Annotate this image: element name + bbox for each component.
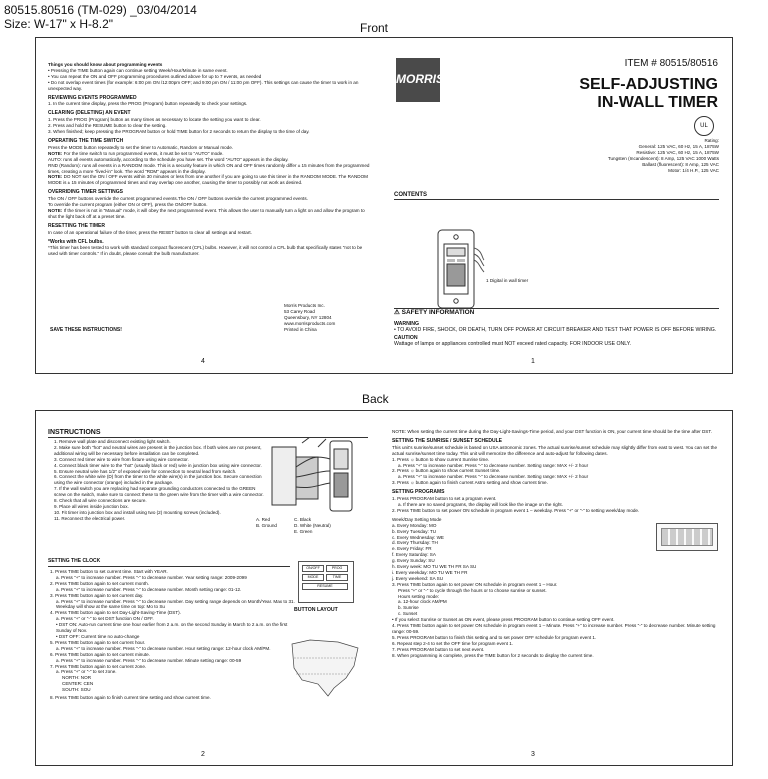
page-number: 1 [531, 358, 535, 365]
intro-item: • You can repeat the ON and OFF programming procedures outlined above for up to 7 events, as needed [48, 74, 370, 80]
button-layout-caption: BUTTON LAYOUT [294, 607, 338, 613]
clock-step: 2. Press TIME button again to set current month. [50, 580, 149, 586]
program-step: 2. Press TIME button to set power ON schedule in program event 1 – weekday. Press "+" or "-" to setting week/day mode. [392, 507, 640, 513]
clear-item: 3. When finished; keep pressing the PROGRAM button or hold TIME button for 2 seconds to return the display to the time of day. [48, 129, 310, 135]
legend-item: A. Red [256, 517, 271, 522]
install-step: 8. Check that all wire connections are secure. [54, 498, 147, 504]
us-zone-map [288, 636, 362, 698]
sunrise-step: a. Press "+" to increase number. Press "-" to decrease number. Setting range: MAX +/- 2 hour [398, 462, 589, 468]
note-text: If the timer is not in "Manual" mode, it will obey the next programmed event. This allows the user to manually turn a light on and allow the program to shut the light back off at a preset time. [48, 207, 365, 219]
rating-line: General: 125 VAC, 60 Hz, 15 A, 1875W [638, 143, 719, 149]
sunrise-step: 1. Press ☼ button to show current Sunrise time. [392, 456, 490, 462]
legend-item: E. Green [294, 528, 313, 534]
page-number: 3 [531, 751, 535, 758]
operate-title: OPERATING THE TIME SWITCH [48, 137, 124, 144]
install-step: 11. Reconnect the electrical power. [54, 515, 126, 521]
sunrise-intro: This unit's sunrise/sunset schedule is based on USA astronomic zones. The actual sunrise/sunset schedule may slightly differ from east to west. You can set the actual sunrise/sunset time today. This unit will memorize the difference and auto-adjust for following dates. [392, 444, 717, 456]
install-step: 10. Fit timer into junction box and install using two (2) mounting screws (included). [54, 509, 221, 515]
program-step: 7. Press PROGRAM button to set next event. [392, 646, 485, 652]
legend-col-b [294, 517, 331, 535]
program-step: 1. Press PROGRAM button to set a program event. [392, 496, 497, 502]
back-panel [35, 410, 733, 766]
clock-divider [48, 566, 290, 567]
ul-mark-icon: UL [694, 116, 714, 136]
program-step: 4. Press TIME button again to set power ON schedule in program event 1 – Minute. Press "+" to increase number. Press "-" to decrease number. Minute setting range: 00-59. [392, 623, 716, 634]
week-mode-item: e. Every Friday: FR [392, 546, 432, 552]
rating-line: Tungsten (Incandescent): 8 Amp, 125 VAC 1000 Watts [607, 155, 719, 161]
front-panel [35, 37, 733, 374]
legend-item: C. Black [294, 517, 312, 522]
clock-step: a. Press "+" to increase number. Press "-" to decrease number. Hour setting range: 12-hour clock AM/PM. [56, 645, 271, 651]
clock-step: a. Press "+" to increase number. Press "-" to decrease number. Year setting range: 2009-2099 [56, 574, 247, 580]
clock-step: a. Press "+" to increase number. Press "-" to decrease number. Month setting range: 01-12. [56, 586, 242, 592]
layout-mode-button: MODE [302, 574, 324, 581]
install-step: 1. Remove wall plate and disconnect existing light switch. [54, 439, 171, 444]
safety-header [394, 308, 474, 316]
reset-title: RESETTING THE TIMER [48, 222, 105, 229]
front-label: Front [360, 21, 389, 35]
product-title-1: SELF-ADJUSTING [579, 76, 718, 93]
layout-resume-button: RESUME [302, 583, 348, 590]
layout-time-button: TIME [326, 574, 348, 581]
sunrise-step: 2. Press ☼ button again to show current Sunset time. [392, 468, 501, 474]
morris-logo: MORRIS [396, 58, 440, 102]
wiring-diagram [266, 437, 368, 515]
address-line: Morris Products Inc. [284, 303, 325, 308]
clock-step: 6. Press TIME button again to set current minute. [50, 651, 151, 657]
instructions-title: INSTRUCTIONS [48, 429, 101, 436]
button-layout-figure [298, 561, 354, 603]
week-mode-item: b. Every Tuesday: TU [392, 528, 437, 534]
week-mode-item: j. Every weekend: SA SU [392, 575, 444, 581]
contents-item: 1 Digital in wall timer [486, 278, 529, 283]
clock-step: SOUTH: SOU [62, 687, 91, 693]
clock-step: • DST OFF: Current time no auto-change [56, 633, 140, 639]
program-step: • If you select Sunrise or Sunset as ON event, please press PROGRAM button to continue setting OFF event. [392, 617, 615, 623]
caution-label: CAUTION [394, 334, 418, 341]
review-title: REVIEWING EVENTS PROGRAMMED [48, 94, 137, 101]
cfl-title: *Works with CFL bulbs. [48, 238, 104, 245]
program-step: 3. Press TIME button again to set power ON schedule in program event 1 – Hour. [392, 581, 558, 587]
override-text: To override the current program (either ON or OFF), press the ON/OFF button. [48, 202, 208, 208]
doc-header [4, 3, 197, 31]
clock-step: 1. Press TIME button to set current time. Start with YEAR. [50, 569, 168, 574]
install-step: 7. If the wall switch you are replacing had separate grounding conductors connected to the GREEN screw on the switch, make sure to connect these to the green wire from the timer with a wire connector. [54, 486, 264, 498]
program-step: 8. When programming is complete, press the TIME button for 2 seconds to display the current time. [392, 652, 594, 658]
note-label: NOTE: [48, 150, 63, 156]
program-step: a. If there are no saved programs, the display will look like the image on the right. [398, 501, 563, 507]
install-step: 4. Connect black timer wire to the "hot" (usually black or red) wire in junction box using wire connector. [54, 462, 262, 468]
program-step: c. Sunset [398, 611, 418, 617]
safety-title: SAFETY INFORMATION [401, 309, 475, 316]
clock-step: • DST ON: Auto-run current time one hour earlier from 2 a.m. on the second Sunday in March to 2 a.m. on the first Sunday of Nov. [56, 622, 288, 634]
warning-text: • TO AVOID FIRE, SHOCK, OR DEATH, TURN OFF POWER AT CIRCUIT BREAKER AND TEST THAT POWER IS OFF BEFORE WIRING. [394, 326, 717, 333]
address-block [284, 303, 374, 333]
programs-title: SETTING PROGRAMS [392, 489, 445, 496]
clock-step: 7. Press TIME button again to set current zone. [50, 663, 147, 669]
rating-line: Motor: 1/4 H.P., 125 VAC [668, 167, 719, 173]
rating-line: Resistive: 125 VAC, 60 Hz, 15 A, 1875W [636, 149, 719, 155]
rating-line: Rating: [704, 138, 719, 143]
layout-prog-button: PROG [326, 565, 348, 572]
install-step: 2. Make sure both "hot" and neutral wires are present in the junction box. If both wires are not present, additional wiring will be necessary before installation can be completed. [54, 444, 262, 456]
safety-text [394, 322, 719, 348]
back-label: Back [362, 392, 389, 406]
layout-onoff-button: ON/OFF [302, 565, 324, 572]
install-steps [54, 439, 264, 522]
clock-step: 8. Press TIME button again to finish current time setting and show current time. [50, 695, 211, 701]
item-number: ITEM # 80515/80516 [624, 58, 718, 69]
review-text: 1. In the current time display, press the PROG (Program) button repeatedly to check your settings. [48, 101, 248, 107]
ratings-block [476, 138, 719, 173]
clock-step: a. Press "+" to increase number. Press "-" to decrease number. Day setting range depends on Month/Year. Max to 31. Weekday will show at the same time on top: Mo to Su [56, 598, 295, 610]
override-title: OVERRIDING TIMER SETTINGS [48, 189, 124, 196]
legend-item: B. Ground [256, 522, 277, 528]
sunrise-step: 3. Press ☼ button again to finish current Astro setting and show current time. [392, 480, 548, 486]
clear-title: CLEARING (DELETING) AN EVENT [48, 110, 131, 117]
legend-item: D. White (Neutral) [294, 522, 331, 528]
week-mode-item: i. Every weekday: MO TU WE TH FR [392, 569, 468, 575]
note-label: NOTE: [48, 207, 63, 213]
week-mode-title: Week/Day Setting Mode [392, 516, 442, 522]
address-line: Printed in China [284, 326, 317, 332]
warning-label: WARNING [394, 321, 420, 327]
rating-line: Ballast (fluorescent): 8 Amp, 125 VAC [642, 161, 719, 167]
page-number: 2 [201, 751, 205, 758]
clock-step: NORTH: NOR [62, 675, 92, 681]
clear-item: 1. Press the PROG (Program) button as many times as necessary to locate the setting you want to clear. [48, 117, 261, 123]
header-size: Size: W-17" x H-8.2" [4, 17, 113, 31]
contents-divider [394, 199, 719, 200]
override-text: The ON / OFF buttons override the current programmed events.The ON / OFF buttons override the current programmed events. [48, 196, 308, 202]
sunrise-step: a. Press "+" to increase number. Press "-" to decrease number. Setting range: MAX +/- 2 hour [398, 474, 589, 480]
legend-col-a [256, 517, 277, 529]
week-mode-item: f. Every Saturday: SA [392, 552, 436, 558]
address-line: 53 Carey Road [284, 308, 315, 314]
install-step: 6. Connect the white wire (D) from the timer to the white wire(s) in the junction box. Secure connection using the wire connector (orange) included in the package. [54, 474, 262, 486]
intro-title: Things you should know about programming events [48, 62, 163, 67]
random-text: RND (Random): runs all events in a RANDOM mode. This is a security feature in which ON and OFF times randomly differ ± 15 minutes from the programmed times, creating a more "lived-in" look. The word "RDM" appears in the display. [48, 162, 370, 174]
contents-title: CONTENTS [394, 192, 427, 198]
dst-note: NOTE: When setting the current time during the Day-Light-Savings-Time period, and your DST function is ON, your current time should be the time after DST. [392, 429, 712, 434]
program-step: 6. Repeat step 2-4 to set the OFF time for program event 1. [392, 640, 514, 646]
warning-triangle-icon: ⚠ [394, 309, 400, 316]
lcd-segments [661, 528, 713, 546]
timer-illustration [426, 228, 486, 310]
clock-step: 5. Press TIME button again to set current hour. [50, 639, 146, 645]
clock-step: a. Press "+" to increase number. Press "-" to decrease number. Minute setting range: 00-59 [56, 657, 242, 663]
note-text: DO NOT set the ON / OFF events within 30 minutes or less from one another if you are going to use this timer in the RANDOM MODE. The RANDOM MODE is ± 15 minutes of programmed times and may overlap one another, causing the timer to possibly not work as desired. [48, 174, 368, 186]
install-step: 5. Ensure neutral wire has 1/2" of exposed wire for connection to neutral lead from switch. [54, 468, 237, 474]
install-step: 9. Place all wires inside junction box. [54, 503, 129, 509]
intro-list [48, 68, 370, 92]
address-line: Queensbury, NY 12804 [284, 314, 332, 320]
week-mode-item: a. Every Monday: MO [392, 522, 437, 528]
week-mode-item: c. Every Wednesday: WE [392, 534, 444, 540]
clock-step: a. Press "+" or "-" to set DST function ON / OFF. [56, 616, 154, 622]
address-line: www.morrisproducts.com [284, 320, 336, 326]
program-step: 5. Press PROGRAM button to finish this setting and to set power OFF schedule for program event 1. [392, 634, 597, 640]
program-step: a. 12-hour clock AM/PM [398, 599, 447, 605]
program-step: b. Sunrise [398, 605, 419, 611]
clock-step: 3. Press TIME button again to set current day. [50, 592, 144, 598]
page-number: 4 [201, 358, 205, 365]
week-mode-item: h. Every week: MO TU WE TH FR SA SU [392, 564, 477, 570]
install-step: 3. Connect red timer wire to wire from fixture using wire connector. [54, 456, 189, 462]
program-step: Hours setting mode: [398, 593, 440, 599]
save-instructions: SAVE THESE INSTRUCTIONS! [50, 327, 122, 333]
auto-text: AUTO: runs all events automatically, according to the schedule you have set. The word "AUTO" appears in the display. [48, 156, 289, 162]
clock-step: CENTER: CEN [62, 681, 94, 687]
clock-steps [50, 569, 300, 701]
header-code: 80515.80516 (TM-029) _03/04/2014 [4, 3, 197, 17]
clock-step: 4. Press TIME button again to set Day-Light-Saving-Time (DST). [50, 610, 181, 616]
clock-title: SETTING THE CLOCK [48, 558, 101, 564]
sunrise-title: SETTING THE SUNRISE / SUNSET SCHEDULE [392, 437, 503, 444]
cfl-text: *This timer has been tested to work with standard compact fluorescent (CFL) bulbs. However, it will not control a CFL bulb that specifically states "not to be used with timer controls." If in doubt, please consult the bulb manufacturer. [48, 245, 363, 257]
intro-item: • Do not overlap event times (for example: 6:00 pm ON /12:00pm OFF; and 9:00 pm ON / 11:00 pm OFF). This settings can cause the timer to work in an unexpected way. [48, 80, 370, 92]
clock-step: a. Press "+" or "-" to set zone. [56, 669, 117, 675]
week-mode-item: g. Every Sunday: SU [392, 558, 435, 564]
front-left-column [48, 62, 370, 257]
program-step: Press "+" or "-" to cycle through the hours or to choose sunrise or sunset. [398, 587, 547, 593]
week-mode-item: d. Every Thursday: TH [392, 540, 438, 546]
note-text: For the time switch to run programmed events, it must be set to "AUTO" mode. [63, 150, 224, 156]
note-label: NOTE: [48, 174, 63, 180]
product-title-2: IN-WALL TIMER [597, 94, 718, 111]
reset-text: In case of an operational failure of the timer, press the RESET button to clear all settings and restart. [48, 229, 252, 235]
clear-item: 2. Press and hold the RESUME button to clear the setting. [48, 123, 167, 129]
operate-text: Press the MODE button repeatedly to set the timer to Automatic, Random or Manual mode. [48, 144, 234, 150]
intro-item: • Pressing the TIME button again can continue setting Week/Hour/Minute in same event. [48, 68, 370, 74]
caution-text: Wattage of lamps or appliances controlled must NOT exceed rated capacity. FOR INDOOR USE ONLY. [394, 340, 631, 347]
lcd-display-figure [656, 523, 718, 551]
